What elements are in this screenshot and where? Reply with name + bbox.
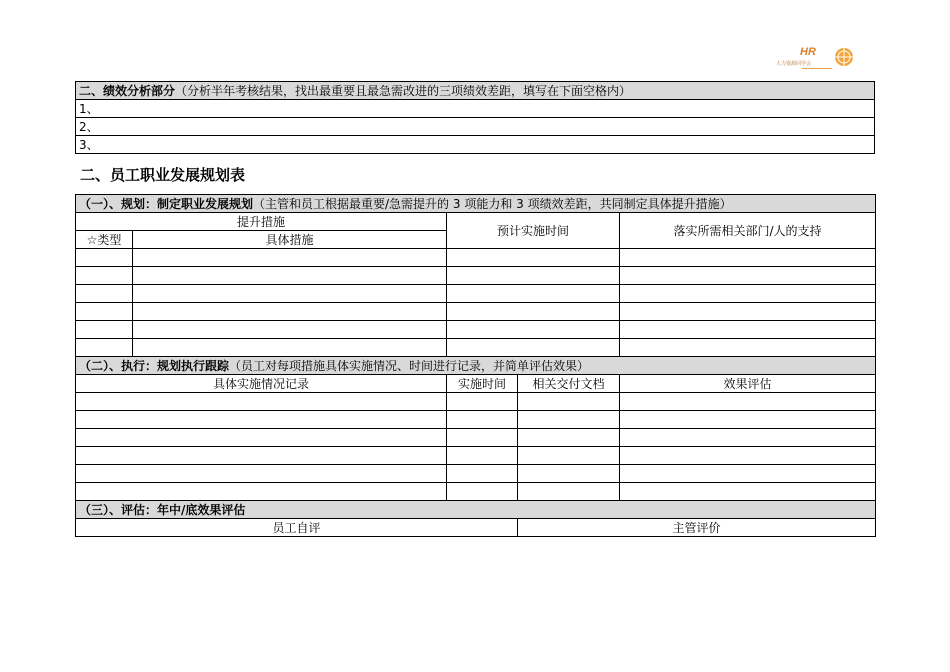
cell[interactable] (447, 393, 518, 411)
col-planned-time: 预计实施时间 (447, 213, 620, 249)
cell[interactable] (76, 447, 447, 465)
gap-row-3[interactable]: 3、 (76, 136, 875, 154)
exec-header-note: （员工对每项措施具体实施情况、时间进行记录，并简单评估效果） (229, 358, 590, 373)
cell[interactable] (518, 483, 620, 501)
table-row (76, 136, 875, 154)
table-row (76, 267, 876, 285)
cell[interactable] (447, 483, 518, 501)
table-row (76, 321, 876, 339)
col-self-eval: 员工自评 (76, 519, 518, 537)
hr-logo (774, 44, 864, 80)
table-row (76, 249, 876, 267)
col-type: ☆类型 (76, 231, 133, 249)
cell[interactable] (620, 267, 876, 285)
exec-header-title: （二）、执行：规划执行跟踪 (79, 358, 230, 373)
col-record: 具体实施情况记录 (76, 375, 447, 393)
cell[interactable] (518, 411, 620, 429)
cell[interactable] (133, 303, 447, 321)
table-row (76, 483, 876, 501)
cell[interactable] (76, 339, 133, 357)
plan-header-title: （一）、规划：制定职业发展规划 (79, 196, 254, 211)
cell[interactable] (518, 447, 620, 465)
cell[interactable] (76, 411, 447, 429)
cell[interactable] (620, 285, 876, 303)
cell[interactable] (620, 321, 876, 339)
col-exec-time: 实施时间 (447, 375, 518, 393)
table-row (76, 465, 876, 483)
performance-header (76, 82, 875, 100)
cell[interactable] (76, 321, 133, 339)
cell[interactable] (518, 429, 620, 447)
cell[interactable] (518, 465, 620, 483)
career-plan-table (75, 194, 876, 537)
table-row (76, 357, 876, 375)
cell[interactable] (76, 483, 447, 501)
logo-subtext: 人力资源同学会 (776, 61, 812, 67)
table-row (76, 447, 876, 465)
table-row (76, 519, 876, 537)
cell[interactable] (620, 249, 876, 267)
gap-row-2[interactable]: 2、 (76, 118, 875, 136)
col-measures: 提升措施 (76, 213, 447, 231)
cell[interactable] (133, 321, 447, 339)
performance-header-title: 二、绩效分析部分 (79, 83, 176, 98)
cell[interactable] (447, 465, 518, 483)
cell[interactable] (76, 393, 447, 411)
col-docs: 相关交付文档 (518, 375, 620, 393)
cell[interactable] (76, 465, 447, 483)
cell[interactable] (620, 339, 876, 357)
eval-header-title: （三）、评估：年中/底效果评估 (79, 502, 246, 517)
table-row (76, 100, 875, 118)
logo-text: HR (800, 46, 816, 58)
section-title: 二、员工职业发展规划表 (80, 166, 246, 184)
col-support: 落实所需相关部门/人的支持 (620, 213, 876, 249)
cell[interactable] (76, 303, 133, 321)
cell[interactable] (447, 411, 518, 429)
table-row (76, 195, 876, 213)
cell[interactable] (620, 429, 876, 447)
table-row (76, 429, 876, 447)
gap-row-1[interactable]: 1、 (76, 100, 875, 118)
col-manager-eval: 主管评价 (518, 519, 876, 537)
cell[interactable] (620, 465, 876, 483)
table-row (76, 501, 876, 519)
table-row (76, 118, 875, 136)
cell[interactable] (447, 429, 518, 447)
cell[interactable] (447, 249, 620, 267)
col-detail: 具体措施 (133, 231, 447, 249)
cell[interactable] (620, 393, 876, 411)
cell[interactable] (133, 249, 447, 267)
cell[interactable] (447, 447, 518, 465)
cell[interactable] (447, 303, 620, 321)
cell[interactable] (76, 267, 133, 285)
exec-header (76, 357, 876, 375)
cell[interactable] (620, 303, 876, 321)
cell[interactable] (76, 285, 133, 303)
eval-header (76, 501, 876, 519)
table-row (76, 339, 876, 357)
table-row (76, 375, 876, 393)
table-row (76, 285, 876, 303)
cell[interactable] (447, 321, 620, 339)
cell[interactable] (620, 483, 876, 501)
sun-icon (833, 46, 855, 68)
cell[interactable] (133, 285, 447, 303)
performance-header-note: （分析半年考核结果，找出最重要且最急需改进的三项绩效差距，填写在下面空格内） (175, 83, 632, 98)
performance-analysis-table (75, 81, 875, 154)
plan-header (76, 195, 876, 213)
table-row (76, 411, 876, 429)
cell[interactable] (447, 267, 620, 285)
cell[interactable] (447, 339, 620, 357)
table-row (76, 303, 876, 321)
col-effect: 效果评估 (620, 375, 876, 393)
cell[interactable] (133, 267, 447, 285)
table-row (76, 213, 876, 231)
cell[interactable] (518, 393, 620, 411)
table-row (76, 393, 876, 411)
logo-swoosh (802, 68, 832, 69)
cell[interactable] (620, 411, 876, 429)
cell[interactable] (620, 447, 876, 465)
cell[interactable] (76, 249, 133, 267)
cell[interactable] (447, 285, 620, 303)
table-row (76, 82, 875, 100)
cell[interactable] (133, 339, 447, 357)
plan-header-note: （主管和员工根据最重要/急需提升的 3 项能力和 3 项绩效差距，共同制定具体提升措施） (253, 196, 732, 211)
cell[interactable] (76, 429, 447, 447)
